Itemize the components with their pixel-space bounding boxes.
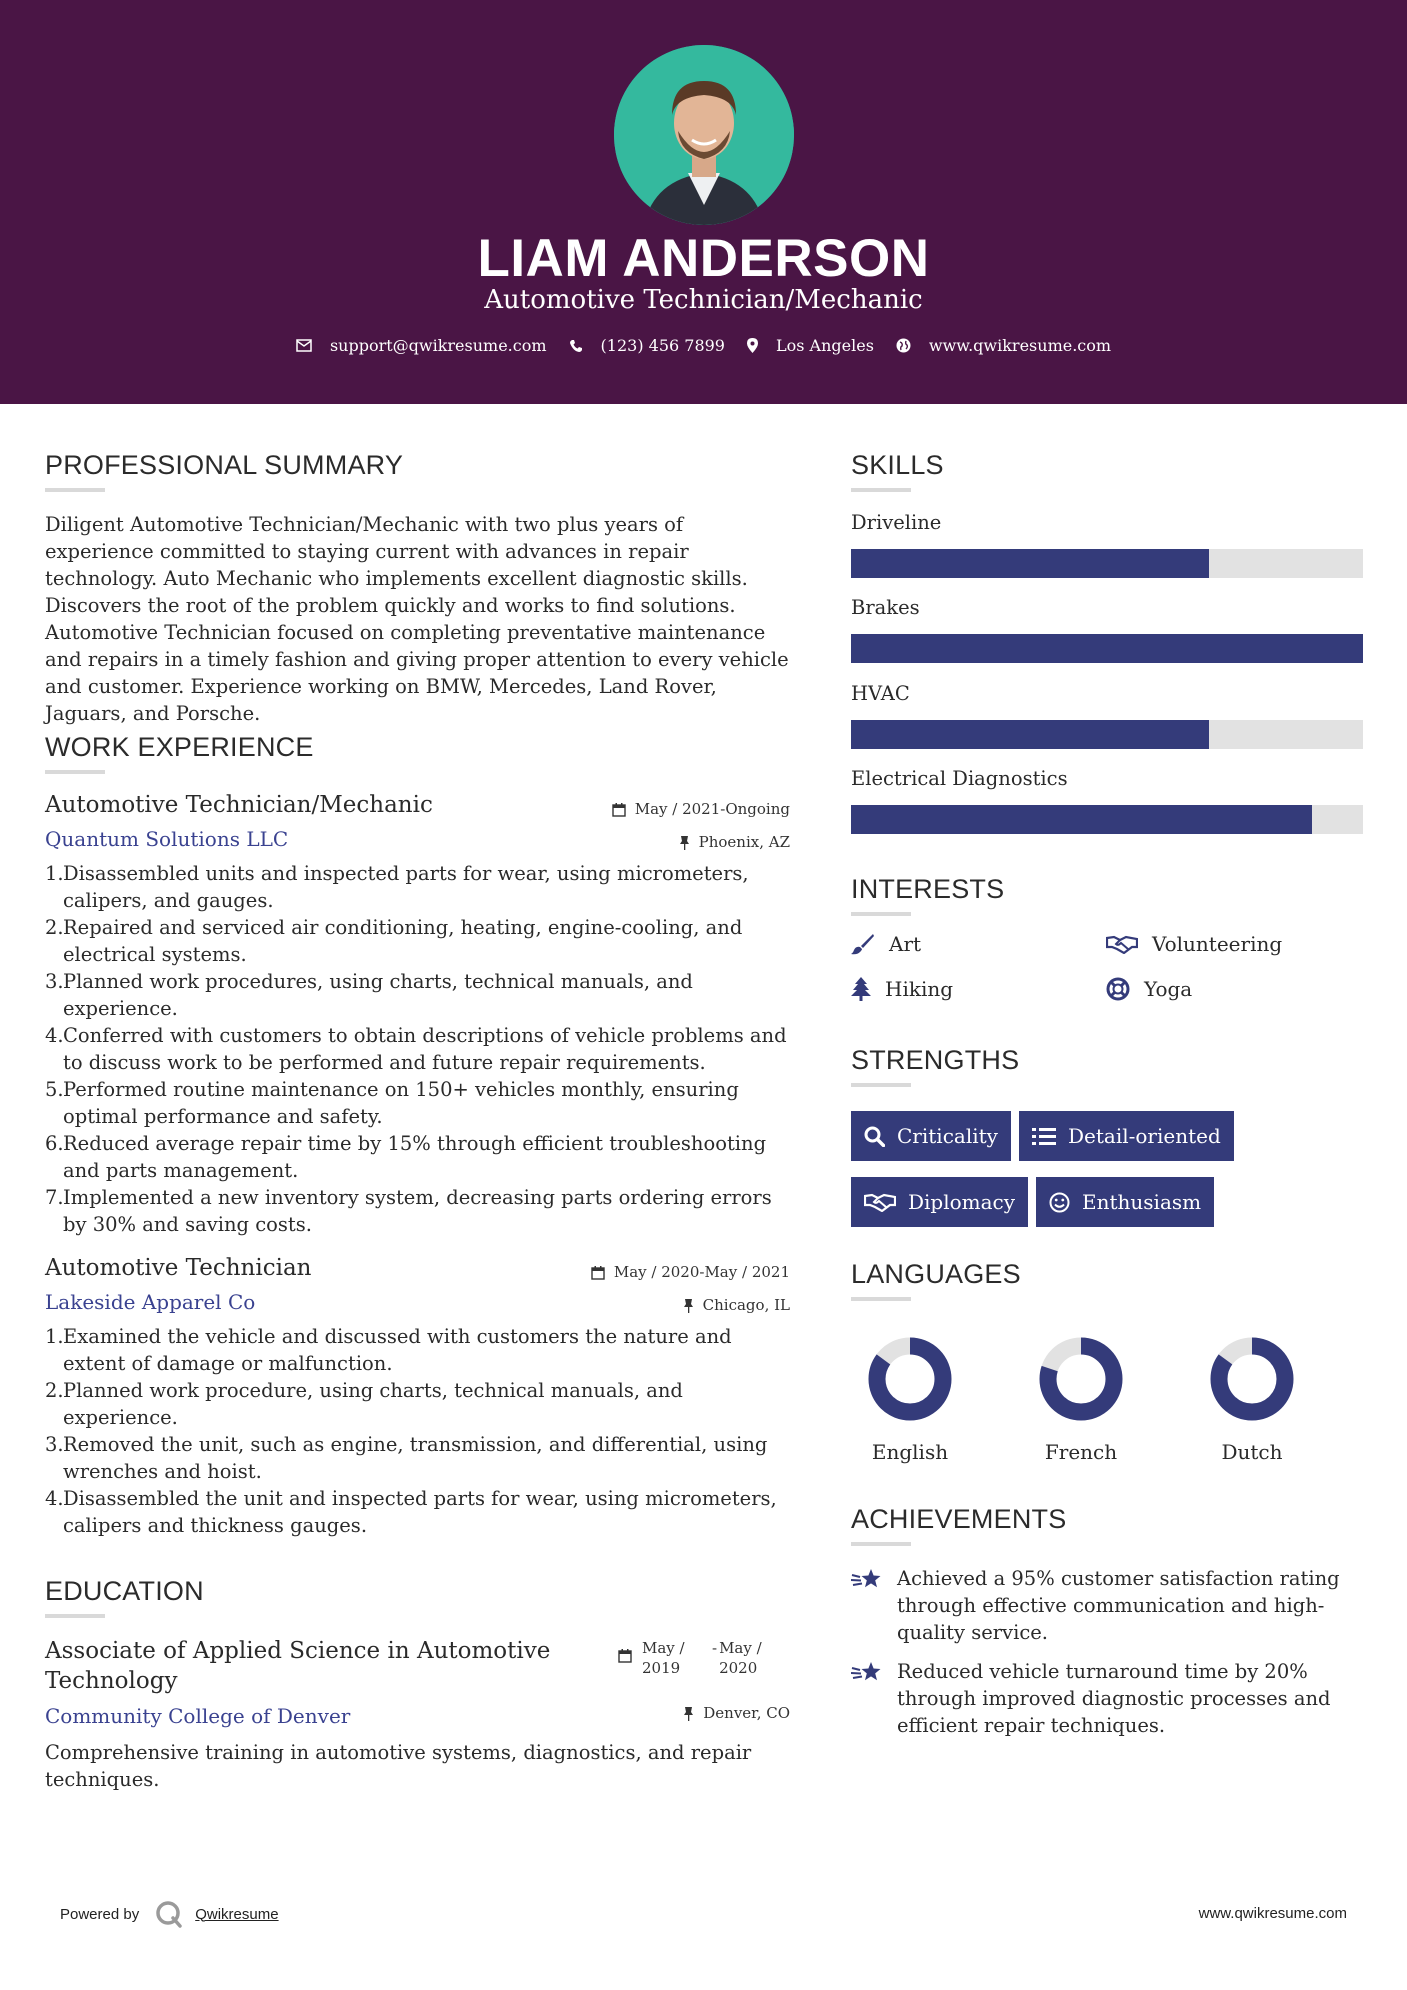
interests-heading: INTERESTS bbox=[851, 874, 1005, 904]
list-item: 7. Implemented a new inventory system, decreasing parts ordering errors by 30% and saving costs. bbox=[45, 1186, 772, 1236]
phone-icon bbox=[569, 339, 583, 353]
pushpin-icon bbox=[679, 835, 690, 850]
envelope-icon bbox=[296, 339, 312, 352]
strength-tag bbox=[851, 1177, 1028, 1227]
interest-item bbox=[1106, 932, 1282, 956]
skill-bar bbox=[851, 720, 1363, 749]
interest-item bbox=[1106, 977, 1192, 1001]
experience-divider bbox=[45, 770, 105, 774]
contact-email[interactable] bbox=[296, 336, 547, 355]
footer-website[interactable]: www.qwikresume.com bbox=[1198, 1905, 1347, 1922]
list-icon bbox=[1032, 1127, 1056, 1146]
language-item bbox=[1026, 1336, 1136, 1464]
job-location-text: Chicago, IL bbox=[702, 1296, 790, 1314]
school-name: Community College of Denver bbox=[45, 1704, 351, 1728]
degree: Associate of Applied Science in Automotive Technology bbox=[45, 1638, 551, 1694]
contact-location bbox=[747, 336, 874, 355]
education-dates bbox=[618, 1638, 767, 1678]
skill-label: Brakes bbox=[851, 596, 920, 619]
interest-item bbox=[851, 977, 953, 1001]
job-dates-text: May / 2021-Ongoing bbox=[634, 800, 790, 818]
paintbrush-icon bbox=[851, 933, 875, 955]
phone-text: (123) 456 7899 bbox=[600, 336, 725, 355]
job-company: Lakeside Apparel Co bbox=[45, 1290, 256, 1314]
language-item bbox=[855, 1336, 965, 1464]
summary-divider bbox=[45, 488, 105, 492]
language-label: Dutch bbox=[1221, 1440, 1283, 1464]
skills-heading: SKILLS bbox=[851, 450, 944, 480]
powered-by-text: Powered by bbox=[60, 1905, 140, 1923]
email-text: support@qwikresume.com bbox=[329, 336, 547, 355]
education-start: May / 2019 bbox=[642, 1639, 685, 1677]
list-item: 5. Performed routine maintenance on 150+ vehicles monthly, ensuring optimal performance and safety. bbox=[45, 1078, 739, 1128]
skill-label: HVAC bbox=[851, 682, 910, 705]
achievement-text: Achieved a 95% customer satisfaction rating through effective communication and high-quality service. bbox=[897, 1567, 1340, 1644]
skill-label: Electrical Diagnostics bbox=[851, 767, 1068, 790]
job-bullets bbox=[45, 1323, 790, 1539]
job-location bbox=[679, 833, 790, 851]
languages-heading: LANGUAGES bbox=[851, 1259, 1021, 1289]
education-location bbox=[683, 1704, 790, 1722]
language-donut bbox=[1209, 1336, 1295, 1422]
achievement-item bbox=[851, 1565, 1351, 1646]
list-item: 3. Planned work procedures, using charts, technical manuals, and experience. bbox=[45, 970, 693, 1020]
skill-label: Driveline bbox=[851, 511, 942, 534]
strength-tag bbox=[1036, 1177, 1214, 1227]
skill-fill bbox=[851, 634, 1363, 663]
languages-divider bbox=[851, 1297, 911, 1301]
summary-text: Diligent Automotive Technician/Mechanic with two plus years of experience committed to staying current with advances in repair technology. Auto Mechanic who implements excellent diagnostic skills. Discovers the root of the problem quickly and works to find solutions. Automotive Technician focused on completing preventative maintenance and repairs in a timely fashion and giving proper attention to every vehicle and customer. Experience working on BMW, Mercedes, Land Rover, Jaguars, and Porsche. bbox=[45, 513, 789, 725]
interest-label: Yoga bbox=[1144, 977, 1193, 1001]
strength-label: Enthusiasm bbox=[1082, 1190, 1202, 1214]
candidate-title: Automotive Technician/Mechanic bbox=[484, 285, 923, 315]
skill-bar bbox=[851, 805, 1363, 834]
job-location bbox=[683, 1296, 790, 1314]
list-item: 1. Disassembled units and inspected parts for wear, using micrometers, calipers, and gauges. bbox=[45, 862, 749, 912]
interest-item bbox=[851, 932, 921, 956]
job-entry bbox=[45, 792, 790, 1238]
job-role: Automotive Technician/Mechanic bbox=[45, 792, 433, 818]
pushpin-icon bbox=[683, 1298, 694, 1313]
globe-icon bbox=[896, 338, 911, 353]
interest-label: Hiking bbox=[885, 977, 954, 1001]
list-item: 6. Reduced average repair time by 15% through efficient troubleshooting and parts management. bbox=[45, 1132, 767, 1182]
resume-header bbox=[0, 0, 1407, 404]
job-dates bbox=[591, 1263, 790, 1281]
language-label: English bbox=[871, 1440, 949, 1464]
brand-link[interactable]: Qwikresume bbox=[195, 1905, 279, 1923]
language-donut bbox=[867, 1336, 953, 1422]
job-dates-text: May / 2020-May / 2021 bbox=[613, 1263, 790, 1281]
achievement-item bbox=[851, 1658, 1351, 1739]
achievement-text: Reduced vehicle turnaround time by 20% through improved diagnostic processes and efficient repair techniques. bbox=[897, 1660, 1331, 1737]
experience-heading: WORK EXPERIENCE bbox=[45, 732, 314, 762]
footer-powered-by bbox=[60, 1900, 279, 1928]
tree-icon bbox=[851, 977, 871, 1001]
job-role: Automotive Technician bbox=[45, 1255, 312, 1281]
avatar bbox=[614, 45, 794, 225]
strengths-heading: STRENGTHS bbox=[851, 1045, 1020, 1075]
list-item: 1. Examined the vehicle and discussed with customers the nature and extent of damage or malfunction. bbox=[45, 1325, 732, 1375]
smile-icon bbox=[1049, 1192, 1070, 1213]
shooting-star-icon bbox=[851, 1660, 883, 1684]
list-item: 4. Disassembled the unit and inspected parts for wear, using micrometers, calipers and thickness gauges. bbox=[45, 1487, 777, 1537]
job-dates bbox=[612, 800, 790, 818]
strength-label: Criticality bbox=[897, 1124, 998, 1148]
skill-fill bbox=[851, 720, 1209, 749]
handshake-icon bbox=[864, 1192, 896, 1212]
education-end: May / 2020 bbox=[719, 1639, 762, 1677]
location-text: Los Angeles bbox=[775, 336, 874, 355]
interest-label: Volunteering bbox=[1152, 932, 1283, 956]
date-separator: - bbox=[712, 1639, 718, 1657]
education-description: Comprehensive training in automotive systems, diagnostics, and repair techniques. bbox=[45, 1741, 752, 1791]
skill-bar bbox=[851, 634, 1363, 663]
skills-divider bbox=[851, 488, 911, 492]
calendar-icon bbox=[591, 1265, 605, 1280]
strength-label: Diplomacy bbox=[908, 1190, 1016, 1214]
education-heading: EDUCATION bbox=[45, 1576, 204, 1606]
interest-label: Art bbox=[889, 932, 922, 956]
skill-fill bbox=[851, 549, 1209, 578]
pushpin-icon bbox=[683, 1706, 694, 1721]
interests-divider bbox=[851, 912, 911, 916]
calendar-icon bbox=[612, 802, 626, 817]
education-divider bbox=[45, 1614, 105, 1618]
education-location-text: Denver, CO bbox=[703, 1704, 790, 1722]
list-item: 2. Planned work procedure, using charts, technical manuals, and experience. bbox=[45, 1379, 683, 1429]
strengths-divider bbox=[851, 1083, 911, 1087]
language-donut bbox=[1038, 1336, 1124, 1422]
candidate-name: LIAM ANDERSON bbox=[477, 229, 930, 288]
search-icon bbox=[864, 1126, 885, 1147]
achievements-heading: ACHIEVEMENTS bbox=[851, 1504, 1067, 1534]
language-label: French bbox=[1044, 1440, 1118, 1464]
shooting-star-icon bbox=[851, 1567, 883, 1591]
strength-tag bbox=[851, 1111, 1011, 1161]
job-bullets bbox=[45, 860, 790, 1238]
website-text: www.qwikresume.com bbox=[928, 336, 1112, 355]
skill-fill bbox=[851, 805, 1312, 834]
qwikresume-logo-icon bbox=[155, 1900, 183, 1928]
job-entry bbox=[45, 1255, 790, 1539]
list-item: 3. Removed the unit, such as engine, transmission, and differential, using wrenches and hoist. bbox=[45, 1433, 768, 1483]
contact-website[interactable] bbox=[896, 336, 1111, 355]
calendar-icon bbox=[618, 1648, 632, 1663]
language-item bbox=[1197, 1336, 1307, 1464]
contact-phone[interactable] bbox=[569, 336, 725, 355]
strength-label: Detail-oriented bbox=[1068, 1124, 1221, 1148]
job-location-text: Phoenix, AZ bbox=[698, 833, 790, 851]
contact-row bbox=[0, 336, 1407, 355]
summary-heading: PROFESSIONAL SUMMARY bbox=[45, 450, 404, 480]
education-entry bbox=[45, 1636, 790, 1793]
list-item: 4. Conferred with customers to obtain descriptions of vehicle problems and to discuss work to be performed and future repair requirements. bbox=[45, 1024, 787, 1074]
skill-bar bbox=[851, 549, 1363, 578]
achievements-divider bbox=[851, 1542, 911, 1546]
job-company: Quantum Solutions LLC bbox=[45, 827, 289, 851]
map-pin-icon bbox=[747, 338, 758, 353]
handshake-icon bbox=[1106, 934, 1138, 954]
strength-tag bbox=[1019, 1111, 1234, 1161]
lifebuoy-icon bbox=[1106, 977, 1130, 1001]
profile-photo bbox=[614, 45, 794, 225]
list-item: 2. Repaired and serviced air conditioning, heating, engine-cooling, and electrical systems. bbox=[45, 916, 743, 966]
